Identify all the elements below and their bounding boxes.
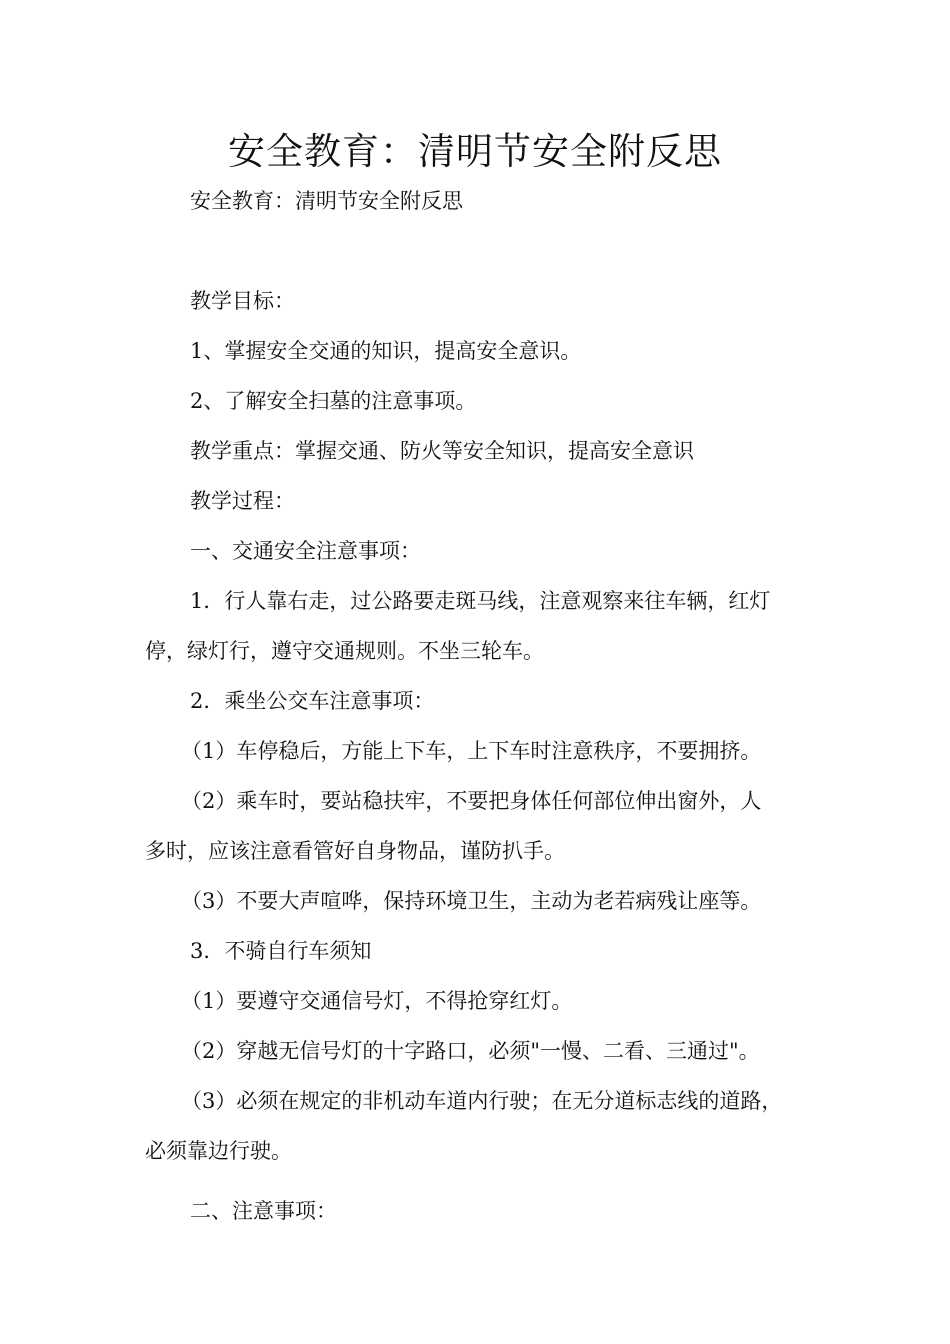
document-body xyxy=(145,176,835,1236)
blank-line xyxy=(145,226,835,276)
paragraph-item-3-3: （3）必须在规定的非机动车道内行驶；在无分道标志线的道路， xyxy=(181,1089,783,1113)
paragraph-item-2: 2．乘坐公交车注意事项： xyxy=(190,689,435,713)
paragraph-item-2-2-cont: 多时，应该注意看管好自身物品，谨防扒手。 xyxy=(145,839,565,863)
section-heading-notes: 二、注意事项： xyxy=(190,1199,337,1223)
paragraph-item-2-1: （1）车停稳后，方能上下车，上下车时注意秩序，不要拥挤。 xyxy=(181,739,762,763)
paragraph-item-3-2: （2）穿越无信号灯的十字路口，必须"一慢、二看、三通过"。 xyxy=(181,1039,760,1063)
section-heading-traffic: 一、交通安全注意事项： xyxy=(190,539,421,563)
paragraph-item-3-3-cont: 必须靠边行驶。 xyxy=(145,1139,292,1163)
paragraph-teaching-goals: 教学目标： xyxy=(190,289,295,313)
paragraph-item-1-cont: 停，绿灯行，遵守交通规则。不坐三轮车。 xyxy=(145,639,544,663)
document-title: 安全教育：清明节安全附反思 xyxy=(228,130,722,173)
paragraph-item-3-1: （1）要遵守交通信号灯，不得抢穿红灯。 xyxy=(181,989,573,1013)
document-subtitle: 安全教育：清明节安全附反思 xyxy=(190,189,463,213)
paragraph-teaching-process: 教学过程： xyxy=(190,489,295,513)
paragraph-goal-1: 1、掌握安全交通的知识，提高安全意识。 xyxy=(190,339,582,363)
blank-line xyxy=(145,1176,835,1186)
paragraph-key-points: 教学重点：掌握交通、防火等安全知识，提高安全意识 xyxy=(190,439,694,463)
paragraph-goal-2: 2、了解安全扫墓的注意事项。 xyxy=(190,389,477,413)
paragraph-item-3: 3．不骑自行车须知 xyxy=(190,939,372,963)
paragraph-item-2-3: （3）不要大声喧哗，保持环境卫生，主动为老若病残让座等。 xyxy=(181,889,762,913)
paragraph-item-1: 1．行人靠右走，过公路要走斑马线，注意观察来往车辆，红灯 xyxy=(190,589,771,613)
paragraph-item-2-2: （2）乘车时，要站稳扶牢，不要把身体任何部位伸出窗外，人 xyxy=(181,789,762,813)
